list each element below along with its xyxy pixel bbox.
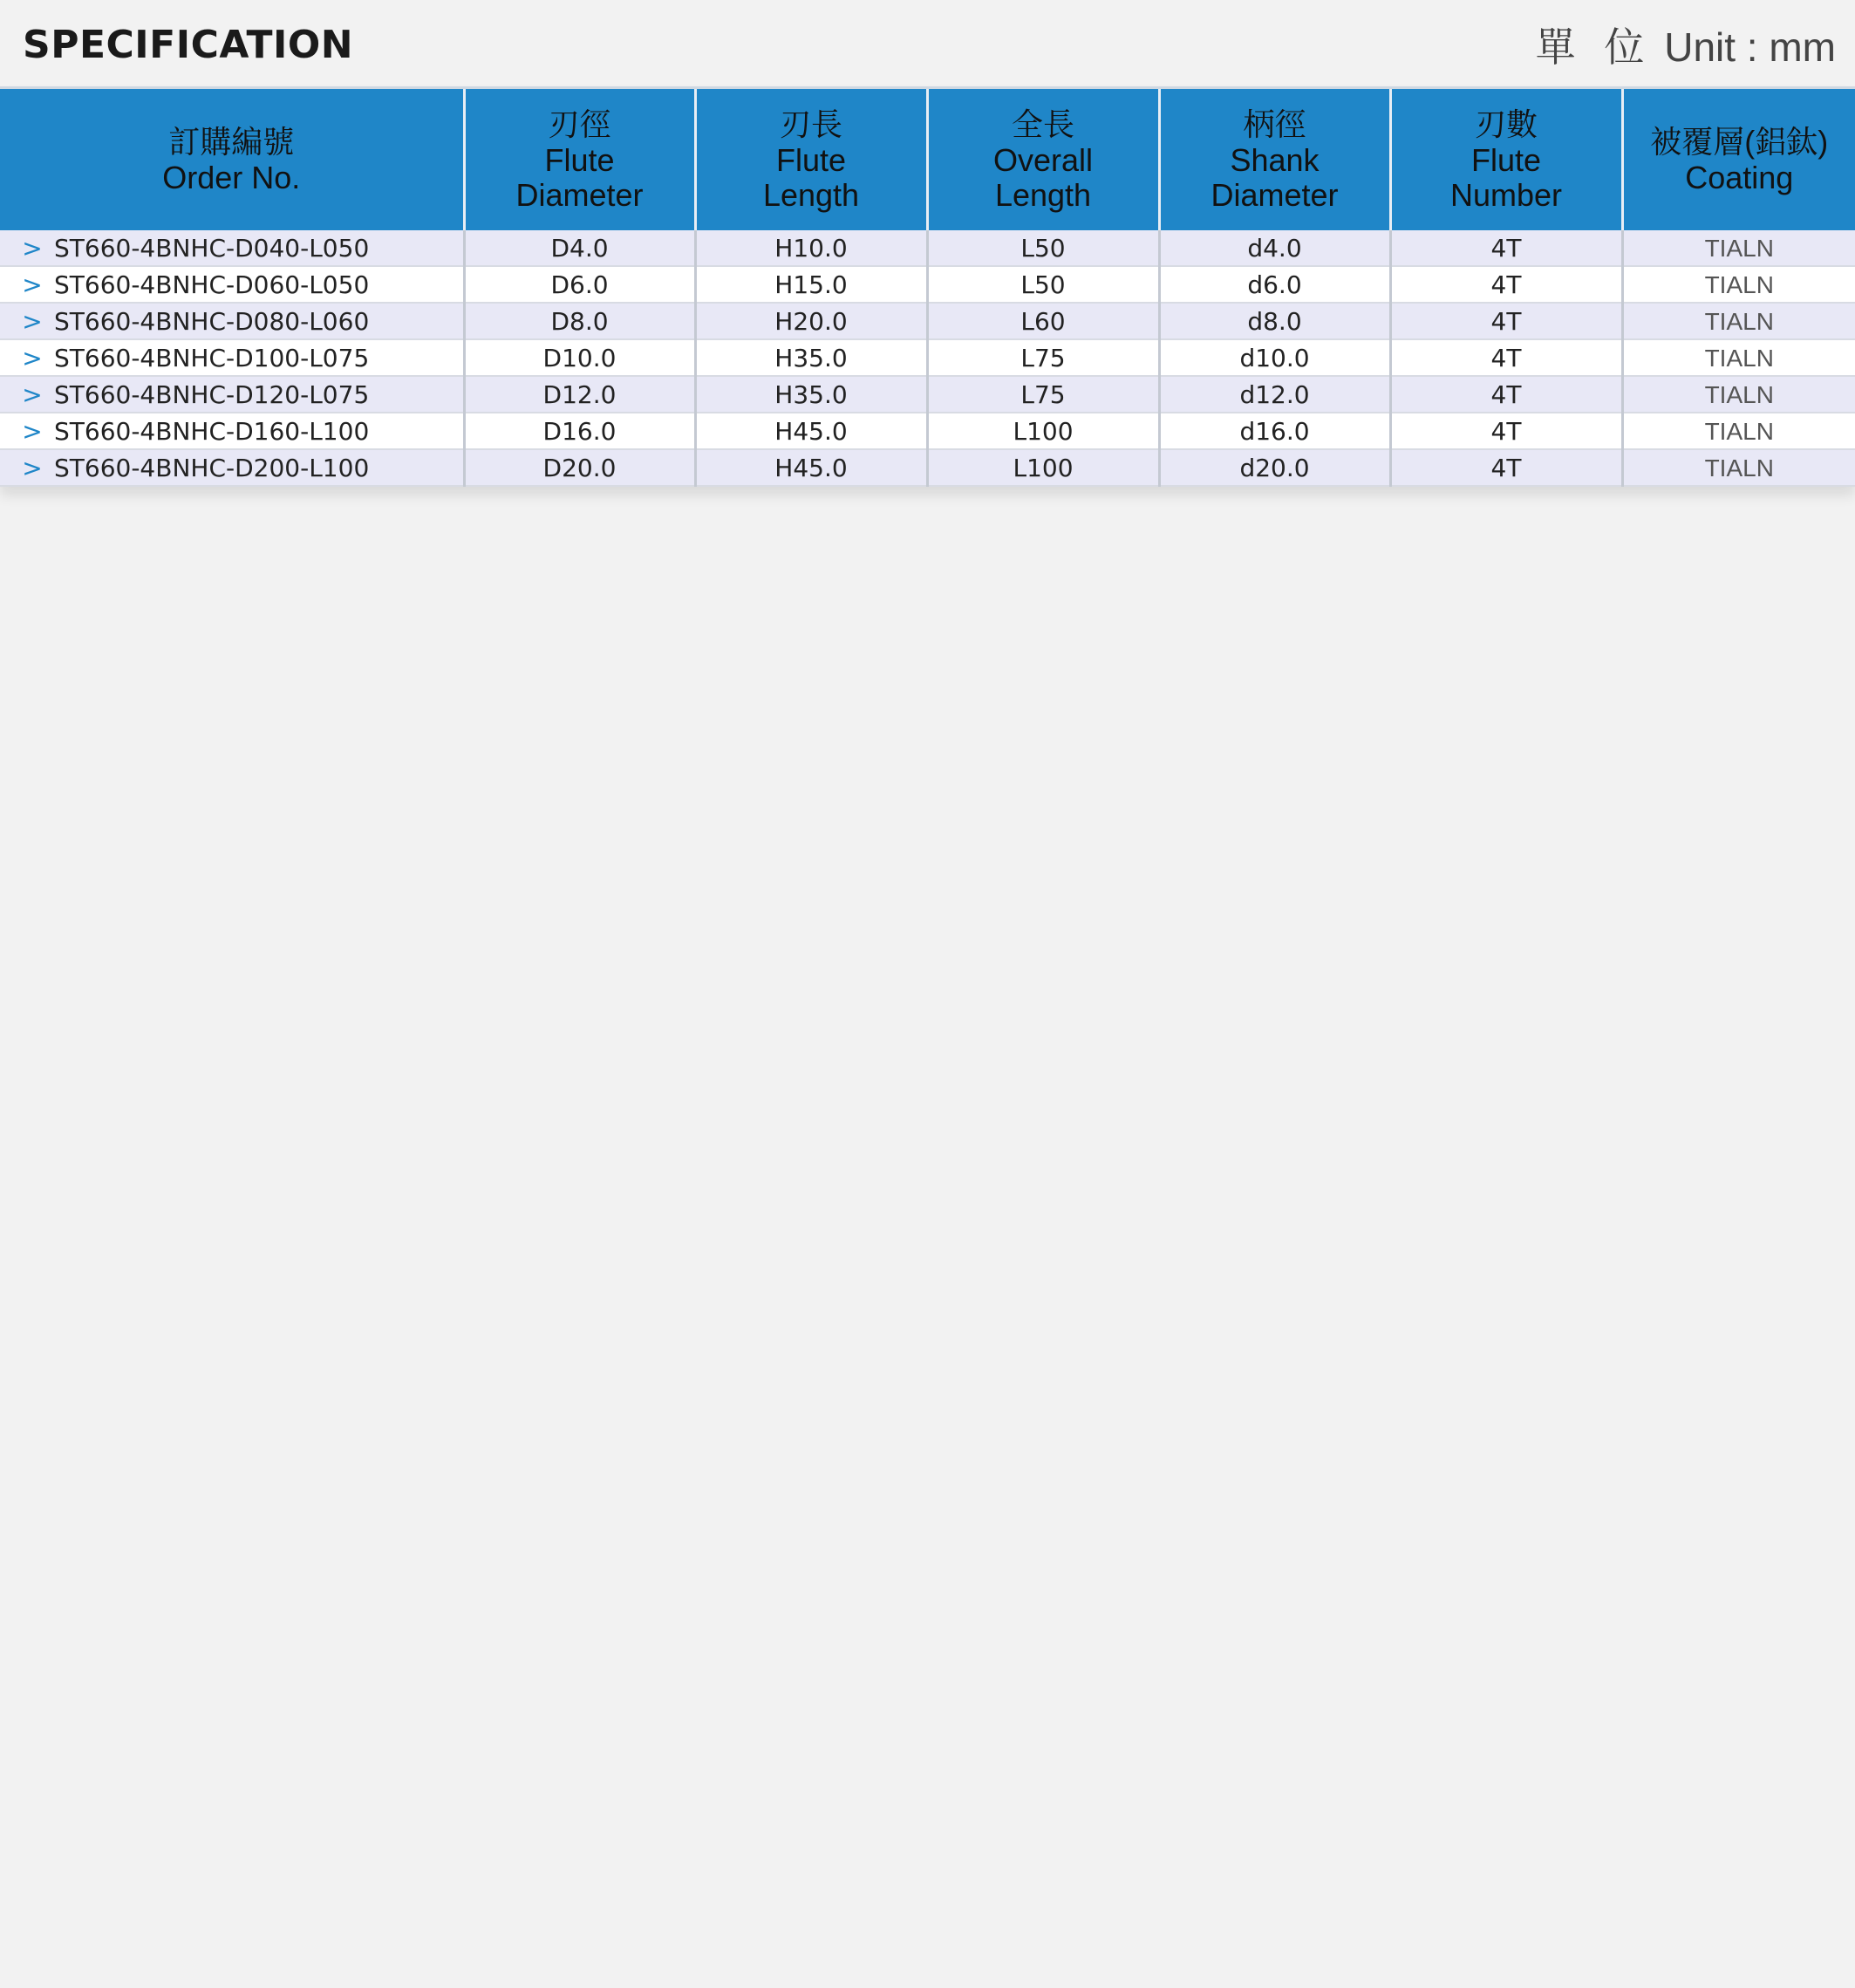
unit-label [1536, 23, 1836, 72]
header-en: Order No. [162, 160, 301, 195]
flute-length-cell [695, 376, 927, 413]
order-no-link[interactable]: ST660-4BNHC-D060-L050 [54, 270, 370, 299]
cell-value: H10.0 [774, 233, 848, 263]
header-en: Coating [1685, 160, 1794, 195]
header-overall-length [927, 88, 1159, 231]
cell-value: d4.0 [1247, 233, 1302, 263]
table-row [0, 413, 1855, 449]
header-zh: 刃數 [1474, 106, 1538, 142]
cell-value: H45.0 [774, 453, 848, 482]
flute-diameter-cell [464, 449, 695, 486]
cell-value: L100 [1013, 416, 1074, 446]
coating-cell [1622, 376, 1855, 413]
chevron-right-icon[interactable]: > [22, 270, 43, 299]
cell-value: D20.0 [542, 453, 617, 482]
cell-value: H35.0 [774, 343, 848, 372]
coating-cell [1622, 339, 1855, 376]
flute-number-cell [1390, 339, 1622, 376]
header-en: Flute [544, 142, 615, 178]
flute-length-cell [695, 449, 927, 486]
cell-value: 4T [1490, 233, 1522, 263]
order-no-cell[interactable] [0, 413, 464, 449]
shank-diameter-cell [1159, 449, 1390, 486]
cell-value: d16.0 [1239, 416, 1310, 446]
cell-value: D8.0 [550, 306, 609, 336]
flute-length-cell [695, 266, 927, 303]
table-row [0, 230, 1855, 266]
table-header-row [0, 88, 1855, 231]
order-no-cell[interactable] [0, 266, 464, 303]
table-row [0, 376, 1855, 413]
flute-length-cell [695, 413, 927, 449]
header-en: Length [994, 177, 1092, 213]
cell-value: L60 [1020, 306, 1066, 336]
header-flute-length [695, 88, 927, 231]
header-zh: 柄徑 [1243, 106, 1306, 142]
chevron-right-icon[interactable]: > [22, 306, 43, 336]
overall-length-cell [927, 266, 1159, 303]
cell-value: TIALN [1704, 234, 1774, 262]
overall-length-cell [927, 303, 1159, 339]
overall-length-cell [927, 413, 1159, 449]
flute-diameter-cell [464, 230, 695, 266]
cell-value: L50 [1020, 270, 1066, 299]
header-zh: 被覆層(鋁鈦) [1650, 124, 1829, 160]
flute-length-cell [695, 339, 927, 376]
shank-diameter-cell [1159, 413, 1390, 449]
cell-value: d10.0 [1239, 343, 1310, 372]
overall-length-cell [927, 376, 1159, 413]
chevron-right-icon[interactable]: > [22, 233, 43, 263]
coating-cell [1622, 266, 1855, 303]
spec-table [0, 86, 1855, 487]
header-en: Diameter [1211, 177, 1339, 213]
unit-label-en: Unit : mm [1664, 24, 1836, 70]
cell-value: H20.0 [774, 306, 848, 336]
cell-value: D16.0 [542, 416, 617, 446]
coating-cell [1622, 449, 1855, 486]
cell-value: d20.0 [1239, 453, 1310, 482]
header-zh: 訂購編號 [168, 124, 295, 160]
flute-number-cell [1390, 230, 1622, 266]
order-no-link[interactable]: ST660-4BNHC-D080-L060 [54, 306, 370, 336]
header-en: Number [1449, 177, 1563, 213]
cell-value: TIALN [1704, 380, 1774, 408]
coating-cell [1622, 230, 1855, 266]
table-row [0, 449, 1855, 486]
flute-number-cell [1390, 266, 1622, 303]
coating-cell [1622, 413, 1855, 449]
flute-diameter-cell [464, 413, 695, 449]
overall-length-cell [927, 339, 1159, 376]
spec-table-body [0, 230, 1855, 486]
header-shank-diameter [1159, 88, 1390, 231]
flute-number-cell [1390, 303, 1622, 339]
cell-value: D10.0 [542, 343, 617, 372]
cell-value: 4T [1490, 416, 1522, 446]
cell-value: d12.0 [1239, 379, 1310, 409]
cell-value: TIALN [1704, 344, 1774, 372]
cell-value: TIALN [1704, 454, 1774, 482]
cell-value: H35.0 [774, 379, 848, 409]
header-en: Diameter [515, 177, 644, 213]
header-en: Flute [1470, 142, 1542, 178]
coating-cell [1622, 303, 1855, 339]
table-row [0, 303, 1855, 339]
flute-number-cell [1390, 413, 1622, 449]
order-no-link[interactable]: ST660-4BNHC-D120-L075 [54, 379, 370, 409]
chevron-right-icon[interactable]: > [22, 416, 43, 446]
header-flute-diameter [464, 88, 695, 231]
table-row [0, 266, 1855, 303]
cell-value: d6.0 [1247, 270, 1302, 299]
cell-value: D6.0 [550, 270, 609, 299]
shank-diameter-cell [1159, 230, 1390, 266]
cell-value: TIALN [1704, 417, 1774, 445]
cell-value: L100 [1013, 453, 1074, 482]
chevron-right-icon[interactable]: > [22, 379, 43, 409]
header-en: Shank [1230, 142, 1320, 178]
table-row [0, 339, 1855, 376]
cell-value: TIALN [1704, 270, 1774, 298]
cell-value: 4T [1490, 453, 1522, 482]
flute-length-cell [695, 303, 927, 339]
header-flute-number [1390, 88, 1622, 231]
order-no-cell[interactable] [0, 230, 464, 266]
flute-number-cell [1390, 376, 1622, 413]
flute-diameter-cell [464, 303, 695, 339]
order-no-link[interactable]: ST660-4BNHC-D200-L100 [54, 453, 370, 482]
cell-value: D12.0 [542, 379, 617, 409]
cell-value: L75 [1020, 379, 1066, 409]
header-coating [1622, 88, 1855, 231]
unit-label-zh: 單 位 [1535, 24, 1654, 70]
header-zh: 刃徑 [548, 106, 611, 142]
shank-diameter-cell [1159, 266, 1390, 303]
cell-value: L75 [1020, 343, 1066, 372]
header-zh: 全長 [1011, 106, 1074, 142]
cell-value: 4T [1490, 306, 1522, 336]
page-title: SPECIFICATION [23, 23, 354, 67]
cell-value: H15.0 [774, 270, 848, 299]
chevron-right-icon[interactable]: > [22, 343, 43, 372]
cell-value: D4.0 [550, 233, 609, 263]
order-no-link[interactable]: ST660-4BNHC-D100-L075 [54, 343, 370, 372]
flute-diameter-cell [464, 376, 695, 413]
cell-value: L50 [1020, 233, 1066, 263]
order-no-link[interactable]: ST660-4BNHC-D160-L100 [54, 416, 370, 446]
overall-length-cell [927, 449, 1159, 486]
header-zh: 刃長 [779, 106, 842, 142]
flute-diameter-cell [464, 339, 695, 376]
flute-number-cell [1390, 449, 1622, 486]
flute-diameter-cell [464, 266, 695, 303]
chevron-right-icon[interactable]: > [22, 453, 43, 482]
header-en: Overall [992, 142, 1094, 178]
header-order-no [0, 88, 464, 231]
cell-value: 4T [1490, 343, 1522, 372]
cell-value: 4T [1490, 270, 1522, 299]
shank-diameter-cell [1159, 303, 1390, 339]
shank-diameter-cell [1159, 339, 1390, 376]
spec-table-container [0, 86, 1855, 487]
order-no-cell[interactable] [0, 376, 464, 413]
order-no-cell[interactable] [0, 339, 464, 376]
cell-value: H45.0 [774, 416, 848, 446]
header-en: Length [762, 177, 860, 213]
flute-length-cell [695, 230, 927, 266]
cell-value: 4T [1490, 379, 1522, 409]
overall-length-cell [927, 230, 1159, 266]
header-en: Flute [775, 142, 847, 178]
cell-value: d8.0 [1247, 306, 1302, 336]
order-no-link[interactable]: ST660-4BNHC-D040-L050 [54, 233, 370, 263]
cell-value: TIALN [1704, 307, 1774, 335]
order-no-cell[interactable] [0, 303, 464, 339]
order-no-cell[interactable] [0, 449, 464, 486]
shank-diameter-cell [1159, 376, 1390, 413]
